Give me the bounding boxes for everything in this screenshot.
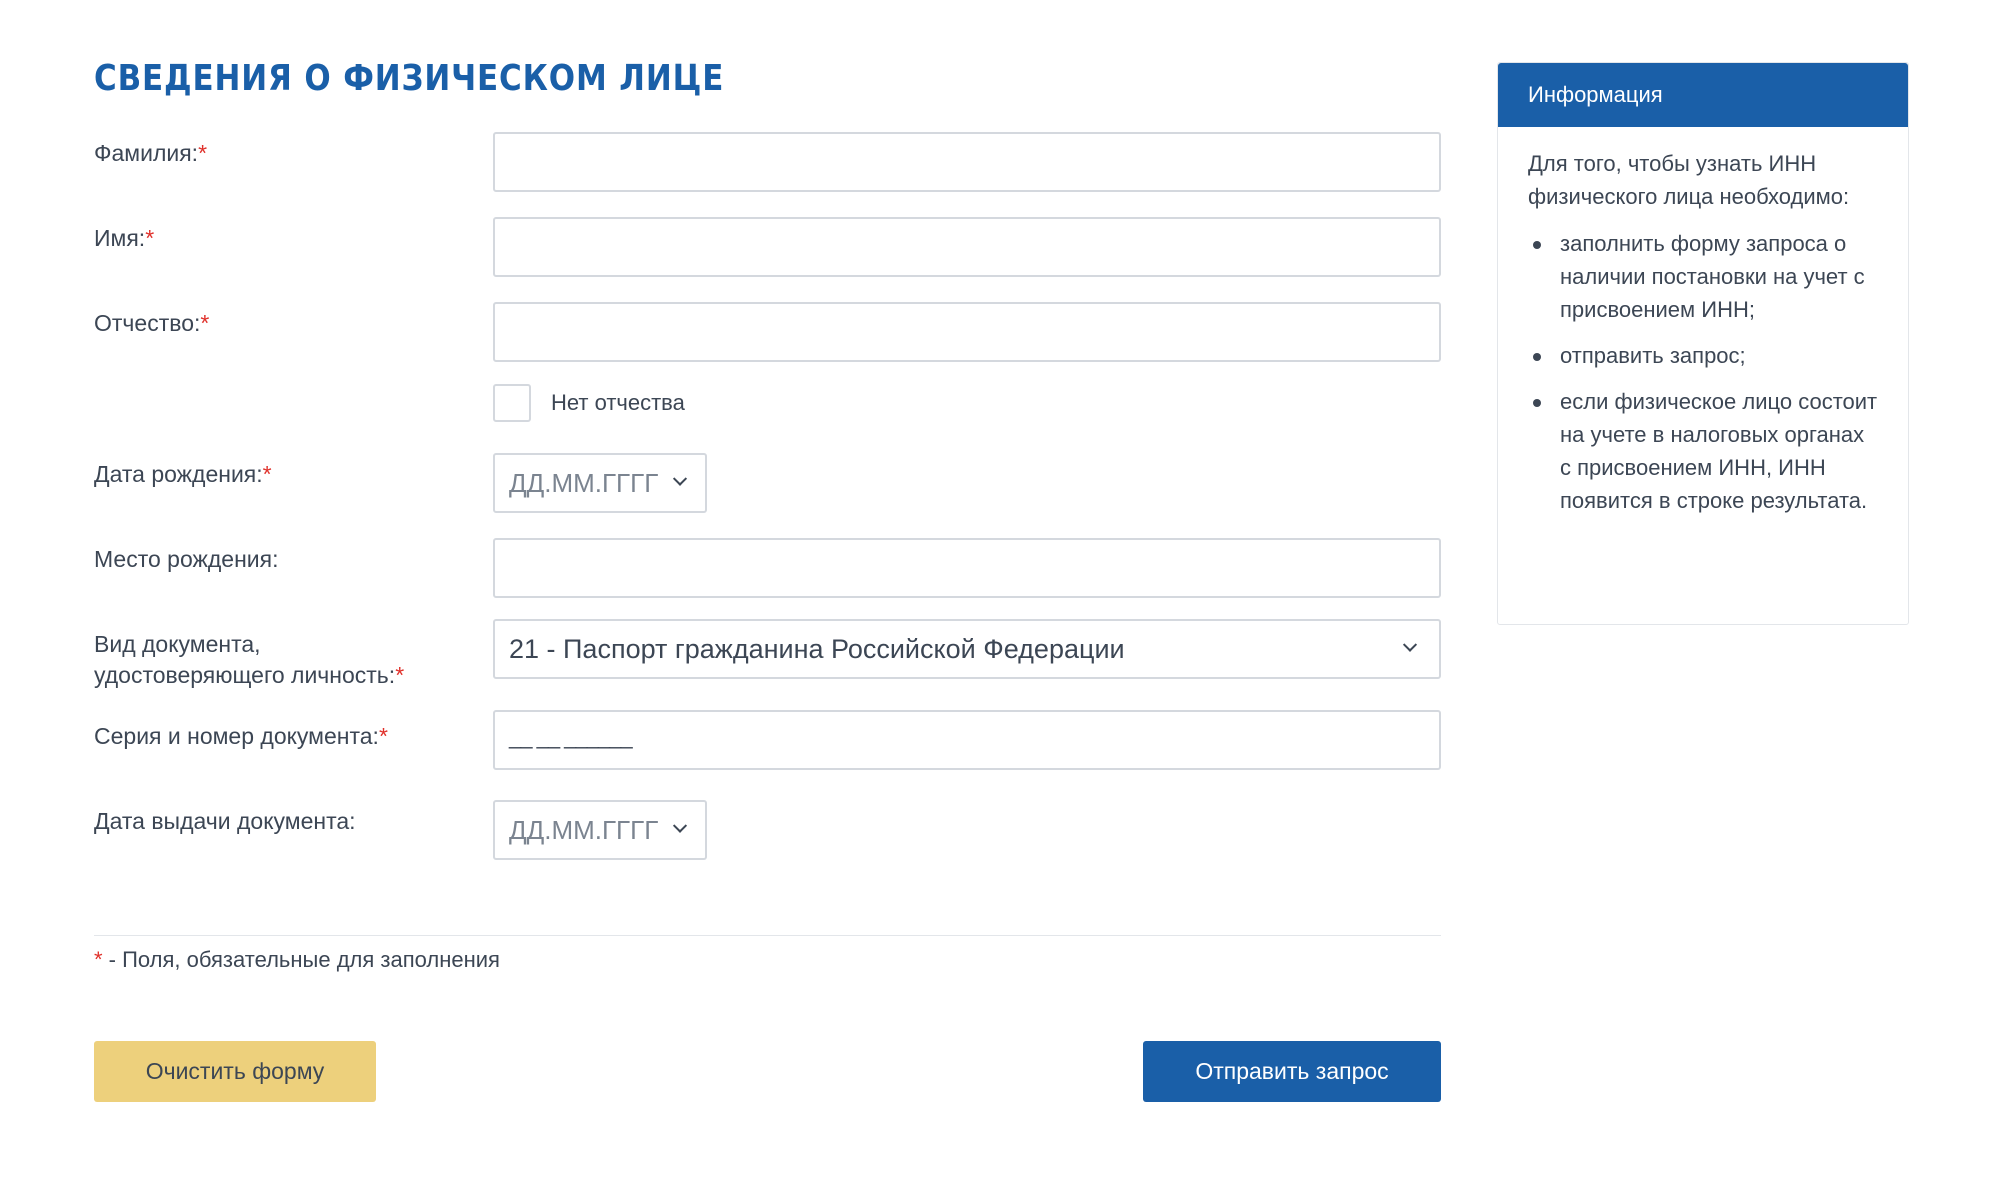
last-name-input[interactable] xyxy=(493,132,1441,192)
list-item: заполнить форму запроса о наличии постановки на учет с присвоением ИНН; xyxy=(1528,227,1880,326)
info-panel xyxy=(1497,62,1909,625)
required-mark: * xyxy=(200,310,210,336)
issue-date-label-text: Дата выдачи документа: xyxy=(94,808,356,834)
last-name-label xyxy=(94,138,434,169)
doc-type-label-line2: удостоверяющего личность: xyxy=(94,662,396,688)
doc-type-label xyxy=(94,629,434,691)
issue-date-placeholder: ДД.ММ.ГГГГ xyxy=(509,814,659,845)
required-mark: * xyxy=(145,225,155,251)
form-divider xyxy=(94,935,1441,936)
birth-date-label-text: Дата рождения: xyxy=(94,461,263,487)
info-list xyxy=(1528,227,1880,517)
info-panel-body xyxy=(1498,127,1908,517)
form-title: СВЕДЕНИЯ О ФИЗИЧЕСКОМ ЛИЦЕ xyxy=(94,58,725,99)
no-patronymic-option[interactable] xyxy=(493,384,685,422)
required-mark: * xyxy=(94,947,103,972)
chevron-down-icon xyxy=(673,472,687,486)
required-mark: * xyxy=(395,662,405,688)
birth-date-placeholder: ДД.ММ.ГГГГ xyxy=(509,467,659,498)
doc-number-label-text: Серия и номер документа: xyxy=(94,723,379,749)
birth-date-label xyxy=(94,459,434,490)
doc-number-label xyxy=(94,721,434,752)
issue-date-picker[interactable] xyxy=(493,800,707,860)
doc-type-select[interactable] xyxy=(493,619,1441,679)
submit-request-button[interactable]: Отправить запрос xyxy=(1143,1041,1441,1102)
info-panel-header: Информация xyxy=(1498,63,1908,127)
required-fields-note-text: - Поля, обязательные для заполнения xyxy=(102,947,500,972)
patronymic-label-text: Отчество: xyxy=(94,310,201,336)
required-fields-note xyxy=(94,947,500,973)
patronymic-label xyxy=(94,308,434,339)
first-name-input[interactable] xyxy=(493,217,1441,277)
patronymic-input[interactable] xyxy=(493,302,1441,362)
birth-place-label xyxy=(94,544,434,575)
required-mark: * xyxy=(378,723,388,749)
birth-place-label-text: Место рождения: xyxy=(94,546,279,572)
first-name-label-text: Имя: xyxy=(94,225,146,251)
info-intro: Для того, чтобы узнать ИНН физического лица необходимо: xyxy=(1528,151,1850,209)
list-item: если физическое лицо состоит на учете в налоговых органах с присвоением ИНН, ИНН появится в строке результата. xyxy=(1528,385,1880,517)
doc-number-input[interactable] xyxy=(493,710,1441,770)
doc-number-mask: __ __ ______ xyxy=(509,724,632,749)
issue-date-label xyxy=(94,806,434,837)
doc-type-label-line1: Вид документа, xyxy=(94,631,261,657)
birth-date-picker[interactable] xyxy=(493,453,707,513)
last-name-label-text: Фамилия: xyxy=(94,140,199,166)
first-name-label xyxy=(94,223,434,254)
required-mark: * xyxy=(262,461,272,487)
birth-place-input[interactable] xyxy=(493,538,1441,598)
list-item: отправить запрос; xyxy=(1528,339,1880,372)
chevron-down-icon xyxy=(1403,638,1417,652)
no-patronymic-checkbox[interactable] xyxy=(493,384,531,422)
doc-type-selected-value: 21 - Паспорт гражданина Российской Федерации xyxy=(509,633,1125,664)
clear-form-button[interactable]: Очистить форму xyxy=(94,1041,376,1102)
no-patronymic-label[interactable]: Нет отчества xyxy=(551,390,685,415)
required-mark: * xyxy=(198,140,208,166)
chevron-down-icon xyxy=(673,819,687,833)
